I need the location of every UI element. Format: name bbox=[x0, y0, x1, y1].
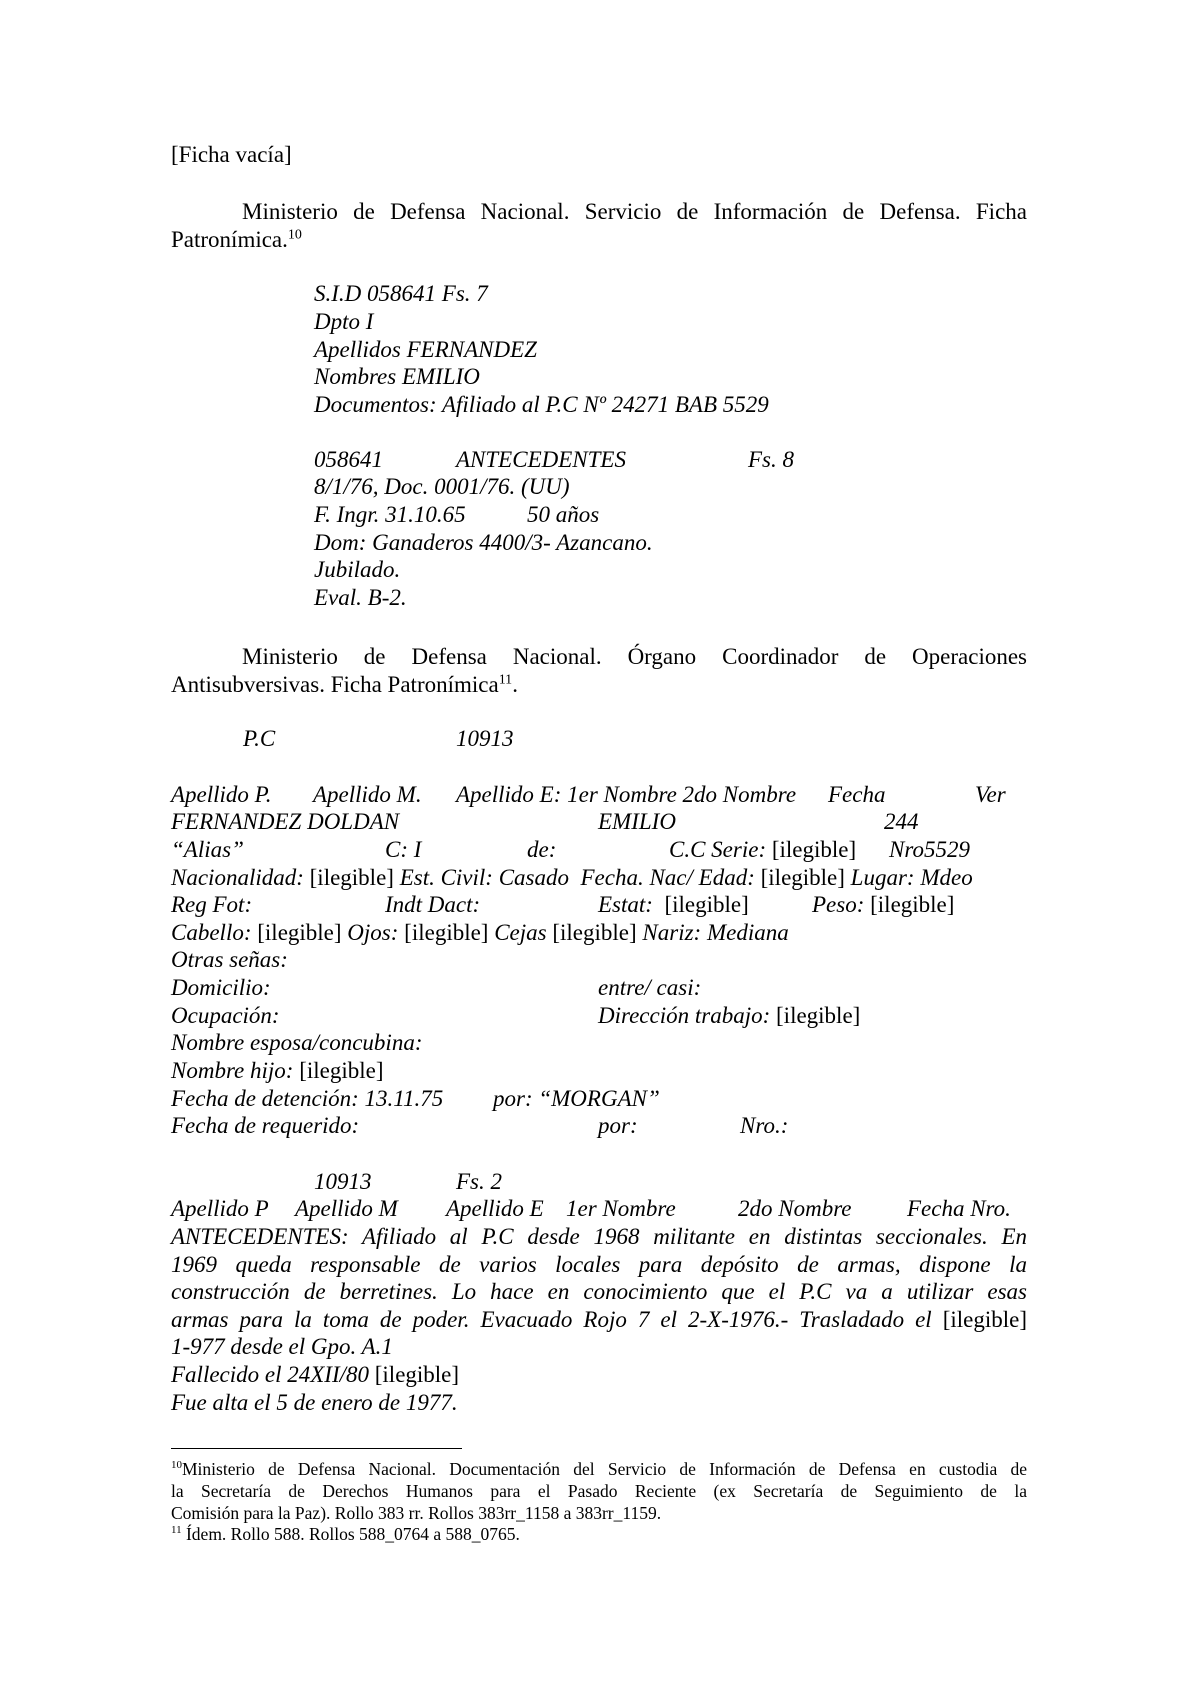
antecedentes-number: 058641 bbox=[314, 447, 383, 472]
label-fecha-detencion: Fecha de detención: 13.11.75 bbox=[171, 1086, 444, 1111]
label-estat: Estat: bbox=[598, 892, 653, 917]
footnote-11-text: Ídem. Rollo 588. Rollos 588_0764 a 588_0765. bbox=[181, 1524, 520, 1544]
illegible-nacionalidad: [ilegible] bbox=[309, 865, 394, 890]
label-alias: “Alias” bbox=[171, 837, 244, 862]
antecedentes-line-4 bbox=[171, 1306, 1027, 1334]
label-estado-civil: Est. Civil: Casado bbox=[399, 865, 569, 890]
footnote-10-text-1: Ministerio de Defensa Nacional. Documentación del Servicio de Información de Defensa en custodia de bbox=[182, 1459, 1027, 1479]
pc-label: P.C bbox=[243, 726, 276, 751]
fs2-header-2do-nombre: 2do Nombre bbox=[738, 1196, 852, 1221]
label-indt-dact: Indt Dact: bbox=[385, 892, 481, 917]
paragraph-ocoa-line-1: Ministerio de Defensa Nacional. Órgano Coordinador de Operaciones bbox=[242, 644, 1027, 669]
antecedentes-line-4-text: armas para la toma de poder. Evacuado Rojo 7 el 2-X-1976.- Trasladado el bbox=[171, 1307, 932, 1332]
footnote-separator bbox=[171, 1448, 462, 1449]
paragraph-ocoa-line-2: Antisubversivas. Ficha Patronímica bbox=[171, 671, 499, 697]
label-por: por: bbox=[598, 1113, 638, 1138]
illegible-fallecido: [ilegible] bbox=[374, 1362, 460, 1387]
antecedentes-line-3: construcción de berretines. Lo hace en conocimiento que el P.C va a utilizar esas bbox=[171, 1279, 1027, 1304]
illegible-cc: [ilegible] bbox=[771, 837, 857, 862]
row-fallecido bbox=[171, 1361, 459, 1389]
sid-line-8: Dom: Ganaderos 4400/3- Azancano. bbox=[314, 530, 653, 555]
label-entre-casi: entre/ casi: bbox=[598, 975, 702, 1000]
sid-line-5: Documentos: Afiliado al P.C Nº 24271 BAB 5529 bbox=[314, 392, 769, 417]
label-domicilio: Domicilio: bbox=[171, 975, 271, 1000]
footnote-11-number: 11 bbox=[171, 1524, 182, 1537]
pc-number: 10913 bbox=[456, 726, 514, 751]
illegible-ojos: [ilegible] bbox=[404, 920, 489, 945]
cc-serie-row bbox=[669, 836, 856, 864]
label-cc-serie: C.C Serie: bbox=[669, 837, 767, 862]
label-por-morgan: por: “MORGAN” bbox=[493, 1086, 660, 1111]
label-peso: Peso: bbox=[812, 892, 865, 917]
value-nombre: EMILIO bbox=[598, 809, 676, 834]
label-cabello: Cabello: bbox=[171, 920, 252, 945]
label-cejas: Cejas bbox=[494, 920, 547, 945]
sid-line-3: Apellidos FERNANDEZ bbox=[314, 337, 537, 362]
header-fecha: Fecha bbox=[828, 782, 886, 807]
footnote-ref-11: 11 bbox=[498, 671, 513, 687]
antecedentes-line-5: 1-977 desde el Gpo. A.1 bbox=[171, 1334, 393, 1359]
footnote-10-line-2: la Secretaría de Derechos Humanos para el Pasado Reciente (ex Secretaría de Seguimiento de la bbox=[171, 1481, 1027, 1501]
label-direccion-trabajo: Dirección trabajo: bbox=[598, 1003, 771, 1028]
footnote-10-line-1 bbox=[171, 1458, 1027, 1480]
fs2-folio: Fs. 2 bbox=[456, 1169, 502, 1194]
empty-record-note: [Ficha vacía] bbox=[171, 142, 292, 167]
row-peso bbox=[812, 891, 954, 919]
label-nariz: Nariz: Mediana bbox=[642, 920, 789, 945]
row-nacionalidad bbox=[171, 864, 973, 892]
label-reg-fot: Reg Fot: bbox=[171, 892, 253, 917]
illegible-peso: [ilegible] bbox=[870, 892, 955, 917]
footnote-ref-10: 10 bbox=[287, 226, 302, 242]
illegible-cabello: [ilegible] bbox=[257, 920, 342, 945]
sid-line-4: Nombres EMILIO bbox=[314, 364, 480, 389]
label-nacionalidad: Nacionalidad: bbox=[171, 865, 304, 890]
value-244: 244 bbox=[884, 809, 919, 834]
antecedentes-title: ANTECEDENTES bbox=[456, 447, 626, 472]
label-esposa: Nombre esposa/concubina: bbox=[171, 1030, 423, 1055]
footnote-10-line-3: Comisión para la Paz). Rollo 383 rr. Rollos 383rr_1158 a 383rr_1159. bbox=[171, 1503, 662, 1523]
sid-line-2: Dpto I bbox=[314, 309, 374, 334]
sid-line-7a: F. Ingr. 31.10.65 bbox=[314, 502, 466, 527]
sid-line-9: Jubilado. bbox=[314, 557, 401, 582]
label-hijo: Nombre hijo: bbox=[171, 1058, 294, 1083]
sid-line-6: 8/1/76, Doc. 0001/76. (UU) bbox=[314, 474, 570, 499]
label-otras-senas: Otras señas: bbox=[171, 947, 288, 972]
paragraph-ocoa-intro bbox=[171, 643, 1027, 698]
paragraph-sid-text: Ministerio de Defensa Nacional. Servicio de Información de Defensa. Ficha Patronímica. bbox=[171, 199, 1027, 252]
header-apellido-m: Apellido M. bbox=[313, 782, 422, 807]
label-nro: Nro5529 bbox=[889, 837, 970, 862]
fs2-header-1er-nombre: 1er Nombre bbox=[566, 1196, 676, 1221]
label-lugar: Lugar: Mdeo bbox=[850, 865, 973, 890]
label-fecha-nac: Fecha. Nac/ Edad: bbox=[580, 865, 755, 890]
antecedentes-folio: Fs. 8 bbox=[748, 447, 794, 472]
header-apellido-p: Apellido P. bbox=[171, 782, 272, 807]
row-rasgos bbox=[171, 919, 789, 947]
label-ojos: Ojos: bbox=[347, 920, 399, 945]
label-fallecido: Fallecido el 24XII/80 bbox=[171, 1362, 369, 1387]
header-ver: Ver bbox=[975, 782, 1006, 807]
footnote-11 bbox=[171, 1523, 1027, 1545]
illegible-fecha-nac: [ilegible] bbox=[760, 865, 845, 890]
label-alta: Fue alta el 5 de enero de 1977. bbox=[171, 1390, 458, 1415]
illegible-direccion: [ilegible] bbox=[776, 1003, 861, 1028]
fs2-header-apellido-e: Apellido E bbox=[446, 1196, 544, 1221]
illegible-cejas: [ilegible] bbox=[552, 920, 637, 945]
value-apellidos: FERNANDEZ DOLDAN bbox=[171, 809, 400, 834]
sid-line-10: Eval. B-2. bbox=[314, 585, 407, 610]
label-nro-requerido: Nro.: bbox=[740, 1113, 789, 1138]
label-ocupacion: Ocupación: bbox=[171, 1003, 280, 1028]
fs2-header-apellido-m: Apellido M bbox=[295, 1196, 398, 1221]
label-ci: C: I bbox=[385, 837, 422, 862]
footnote-10-number: 10 bbox=[171, 1459, 182, 1472]
row-direccion-trabajo bbox=[598, 1002, 860, 1030]
illegible-hijo: [ilegible] bbox=[299, 1058, 384, 1083]
illegible-trasladado: [ilegible] bbox=[942, 1307, 1027, 1332]
fs2-header-fecha-nro: Fecha Nro. bbox=[907, 1196, 1011, 1221]
fs2-header-apellido-p: Apellido P bbox=[171, 1196, 269, 1221]
row-estat bbox=[598, 891, 749, 919]
illegible-estat: [ilegible] bbox=[664, 892, 749, 917]
header-apellido-e-nombres: Apellido E: 1er Nombre 2do Nombre bbox=[456, 782, 797, 807]
antecedentes-line-2: 1969 queda responsable de varios locales para depósito de armas, dispone la bbox=[171, 1252, 1027, 1277]
label-de: de: bbox=[527, 837, 557, 862]
paragraph-sid-intro bbox=[171, 198, 1027, 253]
label-fecha-requerido: Fecha de requerido: bbox=[171, 1113, 360, 1138]
sid-line-1: S.I.D 058641 Fs. 7 bbox=[314, 281, 488, 306]
paragraph-ocoa-end: . bbox=[512, 671, 518, 697]
row-hijo bbox=[171, 1057, 384, 1085]
sid-line-7b: 50 años bbox=[527, 502, 600, 527]
antecedentes-line-1: ANTECEDENTES: Afiliado al P.C desde 1968 militante en distintas seccionales. En bbox=[171, 1224, 1027, 1249]
fs2-number: 10913 bbox=[314, 1169, 372, 1194]
